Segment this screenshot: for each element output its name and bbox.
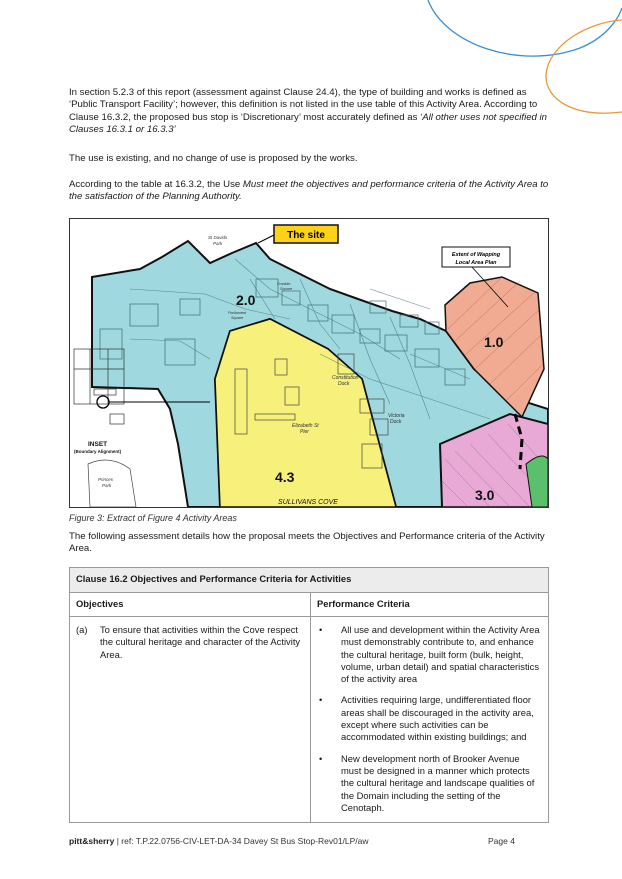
- extent-label-line-2: Local Area Plan: [455, 260, 497, 266]
- princes-park-label-1: Princes: [98, 477, 114, 482]
- footer-reference: | ref: T.P.22.0756-CIV-LET-DA-34 Davey St Bus Stop-Rev01/LP/aw: [114, 836, 369, 846]
- st-davids-park-label-2: Park: [213, 241, 223, 246]
- list-item: [317, 624, 542, 685]
- activity-areas-map: [69, 218, 549, 508]
- figure-caption: Figure 3: Extract of Figure 4 Activity Areas: [69, 513, 237, 523]
- table-title: Clause 16.2 Objectives and Performance Criteria for Activities: [70, 568, 549, 593]
- objective-cell: [70, 617, 311, 823]
- parliament-square-label-1: Parliament: [228, 311, 247, 315]
- objectives-header: Objectives: [70, 593, 311, 617]
- franklin-square-label-1: Franklin: [277, 282, 291, 286]
- page-number: Page 4: [488, 836, 515, 846]
- constitution-dock-label-1: Constitution: [332, 375, 359, 381]
- orange-arc: [546, 20, 622, 113]
- franklin-square-label-2: Square: [280, 287, 293, 291]
- elizabeth-pier-label-2: Pier: [300, 429, 309, 435]
- intro-paragraph-3: According to the table at 16.3.2, the Use Must meet the objectives and performance criteria of the Activity Area to the satisfaction of the Planning Authority.: [69, 179, 549, 203]
- area-1-0-label: 1.0: [484, 334, 504, 350]
- objective-text: To ensure that activities within the Cove respect the cultural heritage and character of the Activity Area.: [100, 624, 301, 660]
- inset-subtitle: (Boundary Alignment): [74, 449, 122, 454]
- criteria-bullet-3: New development north of Brooker Avenue must be designed in a manner which protects the cultural heritage and landscape qualities of the Domain including the setting of the Cenotaph.: [341, 752, 535, 813]
- extent-label-line-1: Extent of Wapping: [451, 252, 501, 258]
- objective-label: (a): [76, 624, 88, 635]
- elizabeth-pier-label-1: Elizabeth St: [292, 423, 319, 429]
- page-footer: [69, 836, 369, 846]
- performance-criteria-cell: [311, 617, 549, 823]
- intro-paragraph-2: The use is existing, and no change of use is proposed by the works.: [69, 153, 358, 164]
- sullivans-cove-label: SULLIVANS COVE: [278, 499, 338, 506]
- princes-park-label-2: Park: [102, 483, 112, 488]
- area-2-0-label: 2.0: [236, 292, 256, 308]
- list-item: [317, 753, 542, 814]
- blue-arc: [428, 0, 622, 56]
- constitution-dock-label-2: Dock: [338, 381, 350, 387]
- site-label: The site: [287, 230, 325, 241]
- bullet-icon: •: [319, 624, 323, 635]
- area-3-0-label: 3.0: [475, 487, 495, 503]
- parliament-square-label-2: Square: [231, 316, 244, 320]
- list-item: [317, 694, 542, 743]
- victoria-dock-label-2: Dock: [390, 419, 402, 425]
- intro-paragraph-1: In section 5.2.3 of this report (assessment against Clause 24.4), the type of building and works is defined as ‘Public Transport Facility’; however, this definition is not listed in the use table of this Activity Area. According to Clause 16.3.2, the proposed bus stop is ‘Discretionary’ most accurately defined as ‘All other uses not specified in Clauses 16.3.1 or 16.3.3’: [69, 87, 547, 135]
- st-davids-park-label-1: St Davids: [208, 235, 228, 240]
- assessment-intro-paragraph: The following assessment details how the proposal meets the Objectives and Performance criteria of the Activity Area.: [69, 531, 545, 555]
- footer-brand: pitt&sherry: [69, 836, 115, 846]
- criteria-bullet-2: Activities requiring large, undifferentiated floor areas shall be discouraged in the activity area, except where such activities can be accommodated within existing buildings; and: [341, 694, 534, 743]
- criteria-bullet-1: All use and development within the Activity Area must demonstrably contribute to, and enhance the cultural heritage, built form (bulk, height, volume, urban detail) and spatial characteristics of the activity area: [341, 624, 540, 685]
- table-row: [70, 617, 549, 823]
- criteria-table: [69, 567, 549, 823]
- performance-criteria-header: Performance Criteria: [311, 593, 549, 617]
- inset-title: INSET: [88, 441, 108, 448]
- bullet-icon: •: [319, 694, 323, 706]
- victoria-dock-label-1: Victoria: [388, 413, 405, 419]
- bullet-icon: •: [319, 752, 323, 764]
- area-4-3-label: 4.3: [275, 469, 295, 485]
